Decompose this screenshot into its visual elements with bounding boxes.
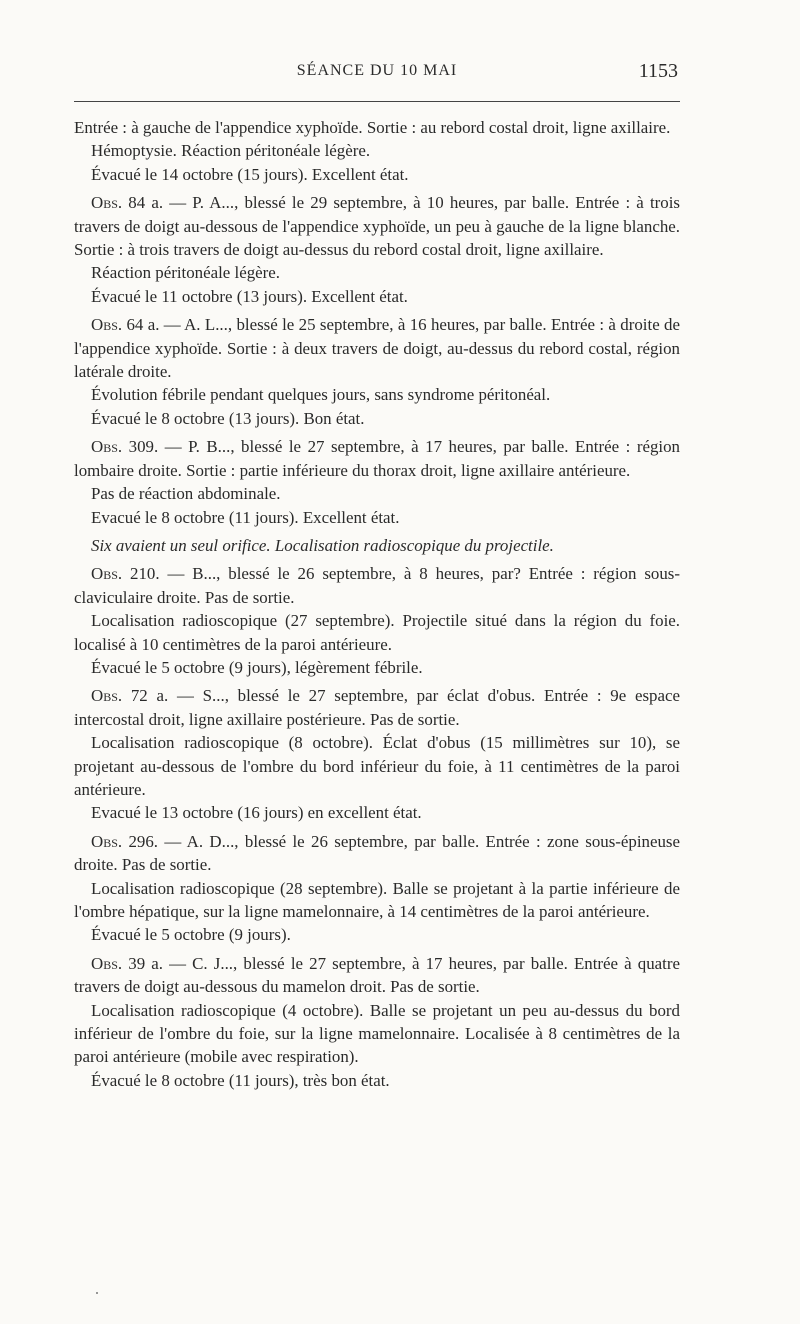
paragraph: Évacué le 8 octobre (11 jours), très bon état. [91,1070,390,1090]
paragraph: Évacué le 11 octobre (13 jours). Excellent état. [91,286,408,306]
paragraph: Évacué le 5 octobre (9 jours), légèrement fébrile. [91,657,423,677]
paragraph: Hémoptysie. Réaction péritonéale légère. [91,141,371,161]
section-heading: Six avaient un seul orifice. Localisation radioscopique du projectile. [91,535,554,555]
page-number: 1153 [638,60,678,82]
running-title: SÉANCE DU 10 MAI [296,62,458,79]
observation-label: Obs. [91,193,123,213]
paragraph: Evacué le 13 octobre (16 jours) en excellent état. [91,803,422,823]
observation-label: Obs. [91,831,123,851]
observation-label: Obs. [91,953,123,973]
paragraph: Évacué le 14 octobre (15 jours). Excellent état. [91,164,409,184]
observation-text: 72 a. — S..., blessé le 27 septembre, par éclat d'obus. Entrée : 9e espace intercostal droit, ligne axillaire postérieure. Pas de sortie. [74,686,680,729]
observation-text: 84 a. — P. A..., blessé le 29 septembre, à 10 heures, par balle. Entrée : à trois travers de doigt au-dessous de l'appendice xyphoïde, un peu à gauche de la ligne blanche. Sortie : à trois travers de doigt au-dessus du rebord costal droit, ligne axillaire. [74,193,680,260]
paragraph: Évacué le 8 octobre (13 jours). Bon état. [91,408,365,428]
body-text [74,116,680,1092]
observation-paragraph [74,313,680,383]
paragraph: Entrée : à gauche de l'appendice xyphoïde. Sortie : au rebord costal droit, ligne axillaire. [74,118,671,137]
paper-speck [96,1292,98,1294]
observation-paragraph [74,830,680,877]
paragraph: Localisation radioscopique (27 septembre). Projectile situé dans la région du foie. localisé à 10 centimètres de la paroi antérieure. [74,611,680,654]
observation-paragraph [74,435,680,482]
observation-paragraph [74,562,680,609]
observation-text: 64 a. — A. L..., blessé le 25 septembre, à 16 heures, par balle. Entrée : à droite de l'appendice xyphoïde. Sortie : à deux travers de doigt, au-dessus du rebord costal, région latérale droite. [74,315,680,382]
observation-label: Obs. [91,437,123,457]
observation-text: 296. — A. D..., blessé le 26 septembre, par balle. Entrée : zone sous-épineuse droite. Pas de sortie. [74,831,680,875]
paragraph: Évolution fébrile pendant quelques jours, sans syndrome péritonéal. [91,385,551,405]
page-header [74,62,680,92]
paragraph: Pas de réaction abdominale. [91,484,281,504]
observation-label: Obs. [91,315,123,335]
header-rule [74,101,680,102]
paragraph: Localisation radioscopique (4 octobre). Balle se projetant un peu au-dessus du bord inférieur de l'ombre du foie, sur la ligne mamelonnaire. Localisée à 8 centimètres de la paroi antérieure (mobile avec respiration). [74,1000,680,1067]
paragraph: Localisation radioscopique (8 octobre). Éclat d'obus (15 millimètres sur 10), se projetant au-dessous de l'ombre du bord inférieur du foie, à 11 centimètres de la paroi antérieure. [74,733,680,799]
paragraph: Évacué le 5 octobre (9 jours). [91,925,291,945]
observation-paragraph [74,684,680,731]
observation-paragraph [74,191,680,261]
observation-label: Obs. [91,564,123,584]
observation-text: 309. — P. B..., blessé le 27 septembre, à 17 heures, par balle. Entrée : région lombaire droite. Sortie : partie inférieure du thorax droit, ligne axillaire antérieure. [74,437,680,480]
observation-text: 210. — B..., blessé le 26 septembre, à 8 heures, par? Entrée : région sous-claviculaire droite. Pas de sortie. [74,564,680,607]
observation-text: 39 a. — C. J..., blessé le 27 septembre, à 17 heures, par balle. Entrée à quatre travers de doigt au-dessous du mamelon droit. Pas de sortie. [74,953,680,997]
paragraph: Evacué le 8 octobre (11 jours). Excellent état. [91,507,400,527]
observation-label: Obs. [91,686,123,706]
paragraph: Réaction péritonéale légère. [91,263,280,283]
observation-paragraph [74,952,680,999]
paragraph: Localisation radioscopique (28 septembre). Balle se projetant à la partie inférieure de l'ombre hépatique, sur la ligne mamelonnaire, à 14 centimètres de la paroi antérieure. [74,878,680,921]
